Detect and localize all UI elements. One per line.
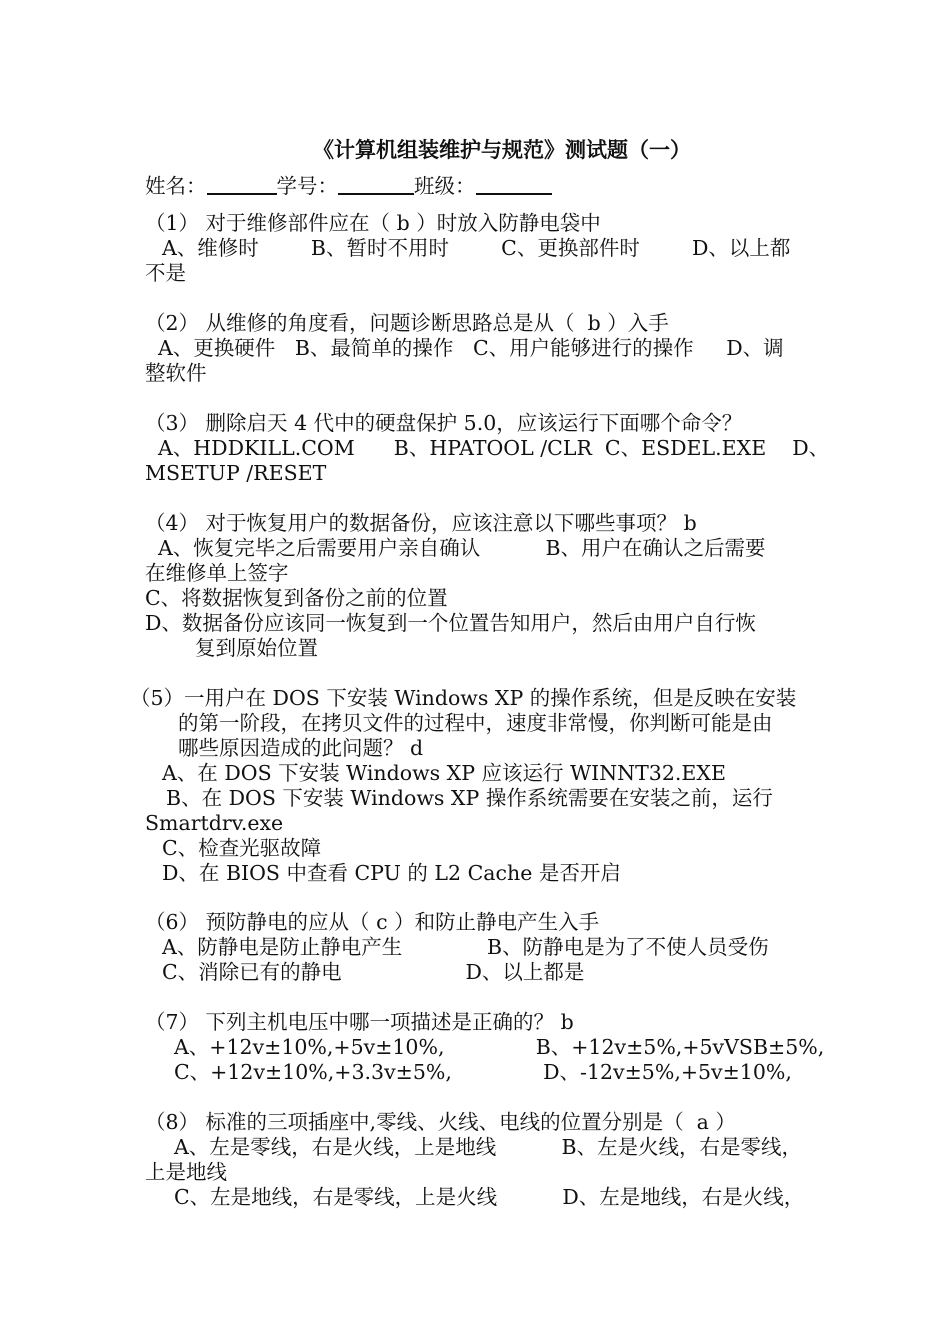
- question-7-options: A、+12v±10%,+5v±10%, B、+12v±5%,+5vVSB±5%,: [174, 1035, 825, 1059]
- question-5-option-c: C、检查光驱故障: [162, 836, 322, 860]
- name-blank[interactable]: [207, 175, 277, 195]
- question-6-stem: （6） 预防静电的应从（ c ）和防止静电产生入手: [145, 910, 600, 934]
- question-4-option-d: D、数据备份应该同一恢复到一个位置告知用户，然后由用户自行恢: [145, 611, 756, 635]
- question-2-options: A、更换硬件 B、最简单的操作 C、用户能够进行的操作 D、调: [158, 336, 784, 360]
- page-title: 《计算机组装维护与规范》测试题（一）: [313, 137, 691, 162]
- question-2-stem: （2） 从维修的角度看，问题诊断思路总是从（ b ）入手: [145, 311, 669, 335]
- question-8-options-line3: C、左是地线，右是零线，上是火线 D、左是地线，右是火线，: [174, 1185, 805, 1209]
- question-5-option-a: A、在 DOS 下安装 Windows XP 应该运行 WINNT32.EXE: [162, 761, 726, 785]
- question-5-stem: （5）一用户在 DOS 下安装 Windows XP 的操作系统，但是反映在安装: [130, 686, 797, 710]
- question-2-options-cont: 整软件: [145, 361, 207, 385]
- question-6-options: A、防静电是防止静电产生 B、防静电是为了不使人员受伤: [162, 935, 769, 959]
- question-5-option-b-cont: Smartdrv.exe: [145, 811, 284, 835]
- question-6-options-cont: C、消除已有的静电 D、以上都是: [162, 960, 585, 984]
- question-7-options-cont: C、+12v±10%,+3.3v±5%, D、-12v±5%,+5v±10%,: [174, 1060, 792, 1084]
- question-5-stem-line3: 哪些原因造成的此问题？ d: [178, 736, 424, 760]
- question-8-options: A、左是零线，右是火线，上是地线 B、左是火线，右是零线，: [174, 1135, 803, 1159]
- class-label: 班级：: [414, 174, 476, 198]
- question-8-stem: （8） 标准的三项插座中,零线、火线、电线的位置分别是（ a ）: [145, 1110, 736, 1134]
- id-blank[interactable]: [338, 175, 414, 195]
- class-blank[interactable]: [476, 175, 552, 195]
- question-4-option-b-cont: 在维修单上签字: [145, 561, 289, 585]
- student-info-line: [145, 174, 552, 199]
- question-4-option-d-cont: 复到原始位置: [195, 636, 318, 660]
- question-5-option-d: D、在 BIOS 中查看 CPU 的 L2 Cache 是否开启: [162, 861, 621, 885]
- question-5-stem-line2: 的第一阶段，在拷贝文件的过程中，速度非常慢，你判断可能是由: [178, 711, 773, 735]
- question-3-stem: （3） 删除启天 4 代中的硬盘保护 5.0，应该运行下面哪个命令？: [145, 411, 743, 435]
- question-4-option-c: C、将数据恢复到备份之前的位置: [145, 586, 448, 610]
- question-4-stem: （4） 对于恢复用户的数据备份，应该注意以下哪些事项？ b: [145, 511, 697, 535]
- name-label: 姓名：: [145, 174, 207, 198]
- question-8-options-cont: 上是地线: [145, 1160, 227, 1184]
- id-label: 学号：: [276, 174, 338, 198]
- question-3-options-cont: MSETUP /RESET: [145, 461, 327, 485]
- question-1-stem: （1） 对于维修部件应在（ b ）时放入防静电袋中: [145, 211, 601, 235]
- question-1-options: A、维修时 B、暂时不用时 C、更换部件时 D、以上都: [162, 236, 791, 260]
- question-7-stem: （7） 下列主机电压中哪一项描述是正确的？ b: [145, 1010, 574, 1034]
- question-3-options: A、HDDKILL.COM B、HPATOOL /CLR C、ESDEL.EXE D、: [158, 436, 830, 460]
- question-1-options-cont: 不是: [145, 261, 186, 285]
- question-4-option-ab: A、恢复完毕之后需要用户亲自确认 B、用户在确认之后需要: [158, 536, 766, 560]
- question-5-option-b: B、在 DOS 下安装 Windows XP 操作系统需要在安装之前，运行: [166, 786, 773, 810]
